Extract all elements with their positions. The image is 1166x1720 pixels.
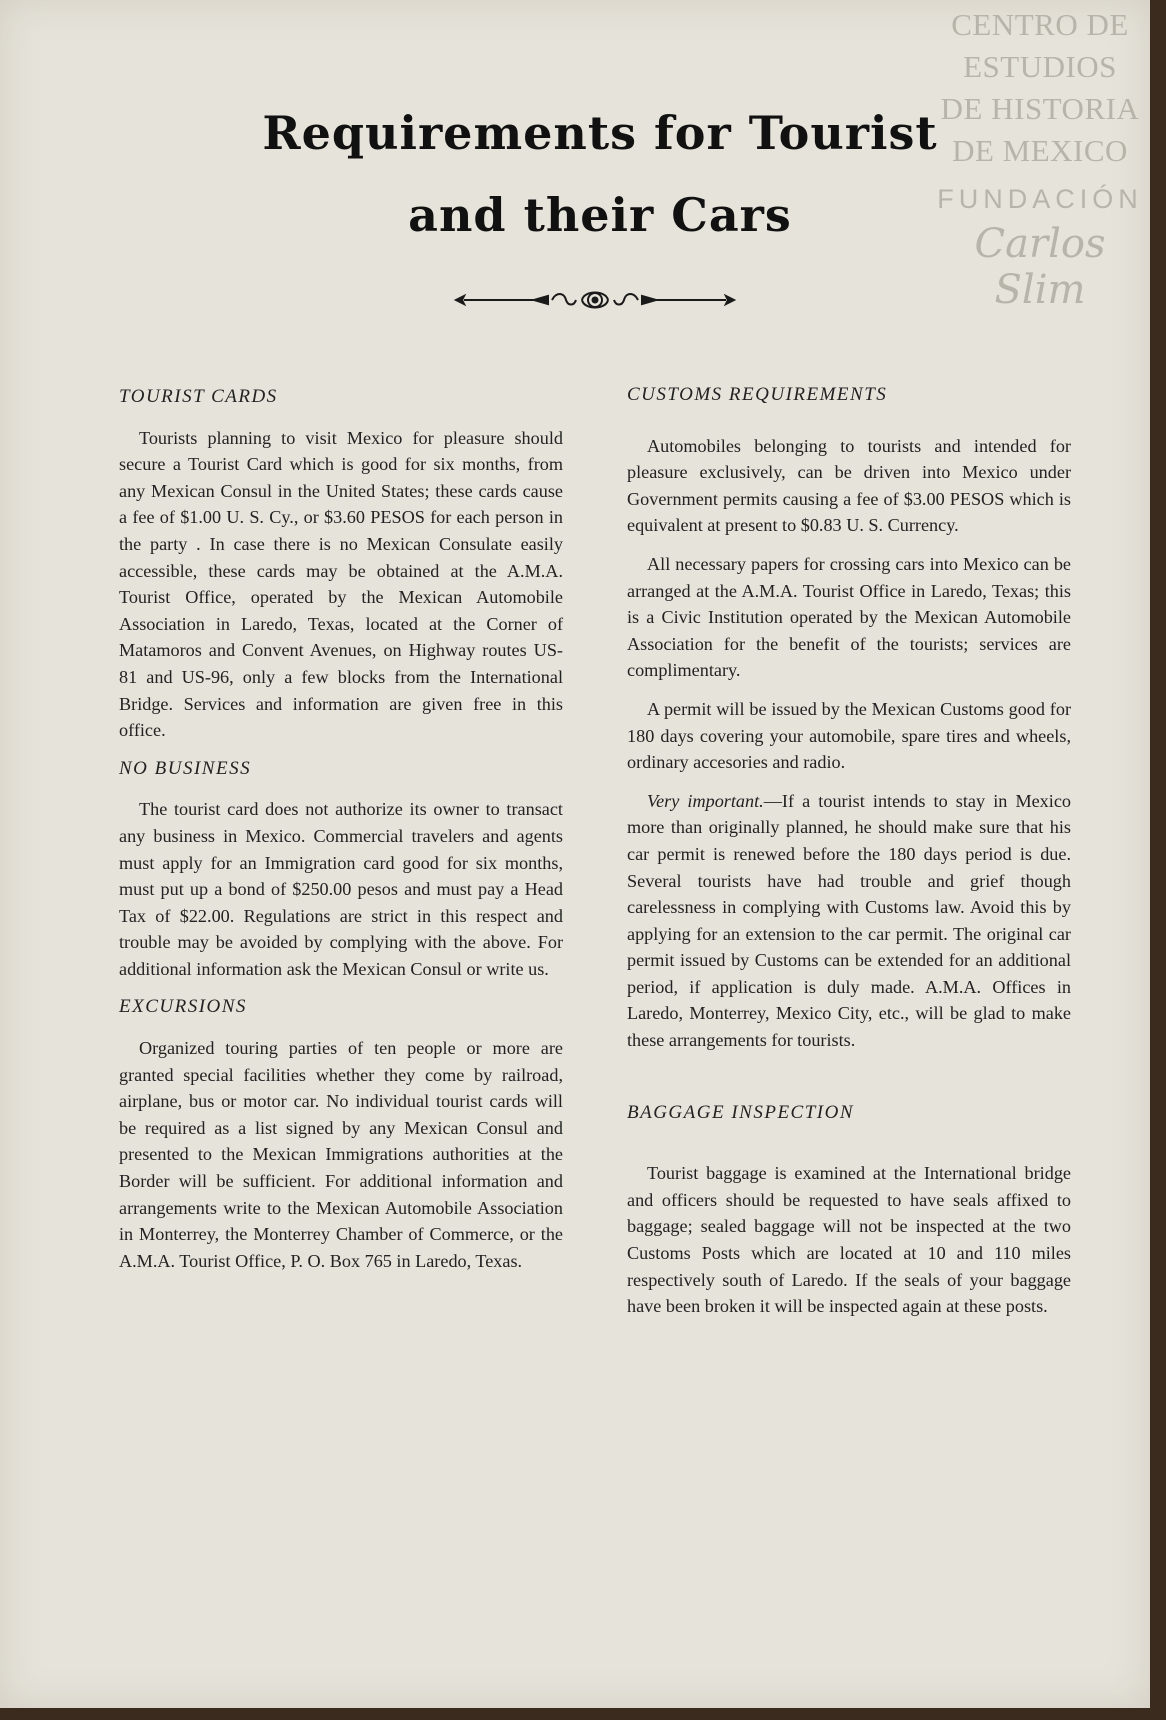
paragraph-customs-3: A permit will be issued by the Mexican Customs good for 180 days covering your automobile, spare tires and wheels, ordinary accesories and radio. <box>627 698 1071 773</box>
paragraph-excursions: Organized touring parties of ten people or more are granted special facilities whether they come by railroad, airplane, bus or motor car. No individual tourist cards will be required as a list signed by any Mexican Consul and presented to the Mexican Immigrations authorities at the Border will be sufficient. For additional information and arrangements write to the Mexican Automobile Association in Monterrey, the Monterrey Chamber of Commerce, or the A.M.A. Tourist Office, P. O. Box 765 in Laredo, Texas. <box>119 1038 563 1271</box>
very-important-label: Very important. <box>647 790 764 811</box>
heading-tourist-cards: TOURIST CARDS <box>119 386 278 407</box>
paragraph-no-business: The tourist card does not authorize its owner to transact any business in Mexico. Commercial travelers and agents must apply for an Immigration card good for six months, must put up a bond of $250.00 pesos and must pay a Head Tax of $22.00. Regulations are strict in this respect and trouble may be avoided by complying with the above. For additional information ask the Mexican Consul or write us. <box>119 799 563 979</box>
paragraph-customs-4 <box>627 788 1071 1054</box>
heading-customs-requirements: CUSTOMS REQUIREMENTS <box>627 384 888 405</box>
watermark-line-4: DE MEXICO <box>952 133 1128 168</box>
watermark-line-2: ESTUDIOS <box>963 49 1117 84</box>
left-column <box>119 384 563 1286</box>
heading-excursions: EXCURSIONS <box>119 996 247 1018</box>
watermark-line-1: CENTRO DE <box>951 7 1129 42</box>
decorative-divider-icon <box>452 286 738 314</box>
heading-baggage-inspection: BAGGAGE INSPECTION <box>627 1101 855 1123</box>
paragraph-baggage: Tourist baggage is examined at the International bridge and officers should be requested to have seals affixed to baggage; sealed baggage will not be inspected at the two Customs Posts which are located at 10 and 110 miles respectively south of Laredo. If the seals of your baggage have been broken it will be inspected again at these posts. <box>627 1163 1071 1317</box>
very-important-text: —If a tourist intends to stay in Mexico more than originally planned, he should make sure that his car permit is renewed before the 180 days period is due. Several tourists have had trouble and grief though carelessness in complying with Customs law. Avoid this by applying for an extension to the car permit. The original car permit issued by Customs can be extended for an additional period, if application is duly made. A.M.A. Offices in Laredo, Monterrey, Mexico City, etc., will be glad to make these arrangements for tourists. <box>627 790 1071 1051</box>
watermark-signature: Carlos Slim <box>974 221 1106 313</box>
page-title-line-1: Requirements for Tourist <box>262 106 938 160</box>
paragraph-customs-1: Automobiles belonging to tourists and intended for pleasure exclusively, can be driven into Mexico under Government permits causing a fee of $3.00 PESOS which is equivalent at present to $0.83 U. S. Currency. <box>627 435 1071 536</box>
right-column <box>627 382 1071 1332</box>
page-title-line-2: and their Cars <box>408 188 792 242</box>
watermark-fundacion: FUNDACIÓN <box>937 184 1143 214</box>
paragraph-tourist-cards: Tourists planning to visit Mexico for pleasure should secure a Tourist Card which is good for six months, from any Mexican Consul in the United States; these cards cause a fee of $1.00 U. S. Cy., or $3.60 PESOS for each person in the party . In case there is no Mexican Consulate easily accessible, these cards may be obtained at the A.M.A. Tourist Office, operated by the Mexican Automobile Association in Laredo, Texas, located at the Corner of Matamoros and Convent Avenues, on Highway routes US-81 and US-96, only a few blocks from the International Bridge. Services and information are given free in this office. <box>119 427 563 741</box>
watermark-line-3: DE HISTORIA <box>940 91 1140 126</box>
heading-no-business: NO BUSINESS <box>119 757 252 779</box>
paragraph-customs-2: All necessary papers for crossing cars into Mexico can be arranged at the A.M.A. Tourist Office in Laredo, Texas; this is a Civic Institution operated by the Mexican Automobile Association for the benefit of the tourists; services are complimentary. <box>627 553 1071 681</box>
